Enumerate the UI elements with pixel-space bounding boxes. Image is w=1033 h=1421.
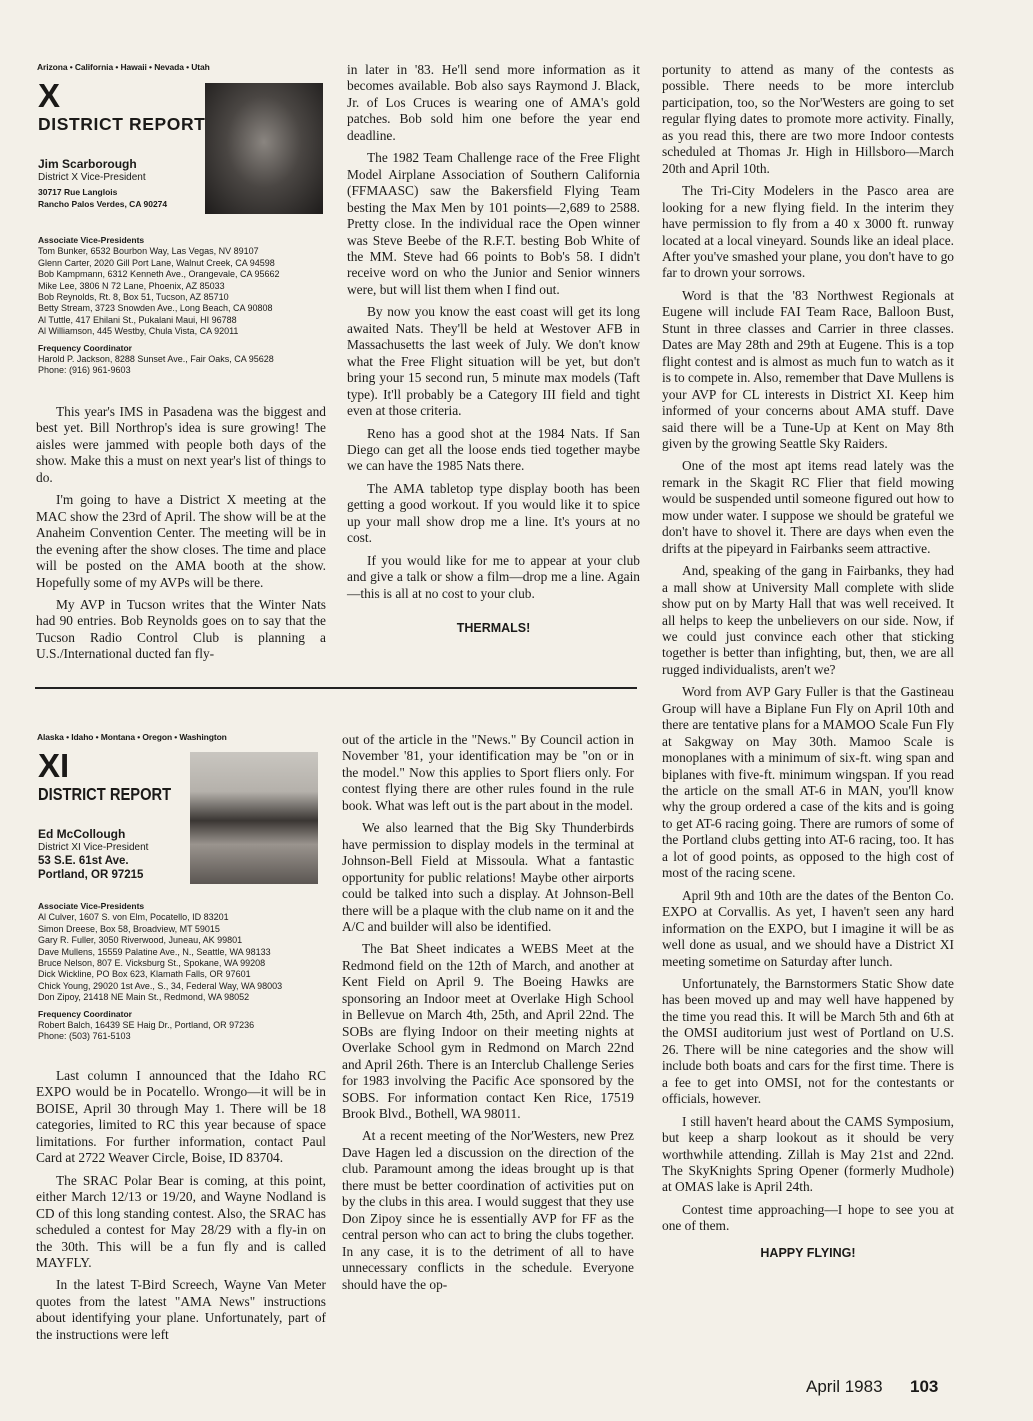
associate-entry: Tom Bunker, 6532 Bourbon Way, Las Vegas, NV 89107	[38, 246, 259, 257]
associate-entry: Dave Mullens, 15559 Palatine Ave., N., Seattle, WA 98133	[38, 946, 271, 957]
paragraph: By now you know the east coast will get its long awaited Nats. They'll be held at Westover AFB in Massachusetts the last week of July. We don't know what the Free Flight situation will be yet, but don't bring your 15 second run, 5 minute max models (Taft type). It'll probably be a Category III field and tight even at those criteria.	[347, 304, 640, 419]
associate-entry: Betty Stream, 3723 Snowden Ave., Long Beach, CA 90808	[38, 303, 273, 314]
district-x-column-1	[36, 404, 326, 669]
vp-address-line: 53 S.E. 61st Ave.	[38, 855, 129, 867]
vp-address-line: Rancho Palos Verdes, CA 90274	[38, 199, 168, 209]
associate-entry: Gary R. Fuller, 3050 Riverwood, Juneau, AK 99801	[38, 935, 243, 946]
district-xi-column-2	[342, 732, 634, 1299]
frequency-phone: Phone: (916) 961-9603	[38, 365, 131, 376]
associate-entry: Al Culver, 1607 S. von Elm, Pocatello, ID 83201	[38, 912, 229, 923]
paragraph: out of the article in the "News." By Council action in November '81, your identification may be "on or in the model." Now this applies to Sport fliers only. For contest flying there are other rules found in the rule book. What was left out is the part about in the model.	[342, 732, 634, 813]
paragraph: The SRAC Polar Bear is coming, at this point, either March 12/13 or 19/20, and Wayne Nodland is CD of this long standing contest. Also, the SRAC has scheduled a contest for May 28/29 with a fly-in on the 30th. This will be a fun fly and is called MAYFLY.	[36, 1172, 326, 1270]
page-number: 103	[910, 1377, 939, 1396]
district-x-heading: DISTRICT REPORT	[38, 114, 206, 134]
paragraph: If you would like for me to appear at your club and give a talk or show a film—drop me a line. Again—this is all at no cost to your club.	[347, 552, 640, 601]
signoff: HAPPY FLYING!	[760, 1245, 856, 1260]
paragraph: I still haven't heard about the CAMS Symposium, but keep a sharp lookout as it should be very worthwhile attending. Zillah is May 21st and 22nd. The SkyKnights Spring Opener (formerly Mudhole) at OMAS lake is April 24th.	[662, 1113, 954, 1195]
associate-entry: Al Williamson, 445 Westby, Chula Vista, CA 92011	[38, 326, 239, 337]
paragraph: in later in '83. He'll send more information as it becomes available. Bob also says Raymond J. Black, Jr. of Los Cruces is wearing one of AMA's gold patches. Bob sold him one before the year end deadline.	[347, 62, 640, 143]
frequency-phone: Phone: (503) 761-5103	[38, 1031, 131, 1042]
district-x-states: Arizona • California • Hawaii • Nevada • Utah	[37, 62, 210, 72]
vp-address-line: Portland, OR 97215	[38, 869, 144, 881]
frequency-heading: Frequency Coordinator	[38, 1008, 132, 1019]
district-xi-vp-photo	[190, 752, 318, 884]
paragraph: Word from AVP Gary Fuller is that the Gastineau Group will have a Biplane Fun Fly on April 10th and there are tentative plans for a MAMOO Scale Fun Fly at Sakgway on May 30th. Mamoo Scale is monoplanes with a minimum of six-ft. wing span and biplanes with five-ft. minimum wingspan. If you read the article on the small AT-6 in MAN, you'll know why the group ordered a case of the kits and is going to get AT-6 racing going. There are rumors of some of the Portland clubs getting into AT-6 racing, too. It has a lot of good points, as opposed to the high cost of most of the racing scene.	[662, 684, 954, 881]
paragraph: In the latest T-Bird Screech, Wayne Van Meter quotes from the latest "AMA News" instructions about identifying your plane. Unfortunately, part of the instructions were left	[36, 1277, 326, 1342]
associate-entry: Chick Young, 29020 1st Ave., S., 34, Federal Way, WA 98003	[38, 980, 283, 991]
section-divider	[35, 687, 637, 689]
paragraph: I'm going to have a District X meeting at the MAC show the 23rd of April. The show will be at the Anaheim Convention Center. The meeting will be in the evening after the show closes. The time and place will be posted on the AMA booth at the show. Hopefully some of my AVPs will be there.	[36, 492, 326, 590]
district-xi-states: Alaska • Idaho • Montana • Oregon • Washington	[37, 732, 227, 742]
district-x-associates	[38, 235, 338, 377]
associate-entry: Mike Lee, 3806 N 72 Lane, Phoenix, AZ 85033	[38, 280, 225, 291]
paragraph: portunity to attend as many of the contests as possible. There needs to be more interclub participation, too, so the Nor'Westers are going to set regular flying dates to promote more activity. Finally, as you read this, there are two more Indoor contests scheduled at Thomas Jr. High in Hillsboro—March 20th and April 10th.	[662, 62, 954, 176]
paragraph: The 1982 Team Challenge race of the Free Flight Model Airplane Association of Southern California (FFMAASC) saw the Bakersfield Flying Team besting the Max Men by 101 points—2,689 to 2588. Pretty close. In the individual race the Open winner was Steve Beebe of the R.F.T. besting Bob White of the MM. Steve had 66 points to Bob's 58. I didn't receive word on who the Junior and Senior winners were, but will list them when I find out.	[347, 150, 640, 297]
district-xi-numeral: XI	[38, 747, 70, 784]
district-xi-associates	[38, 901, 338, 1043]
vp-title: District XI Vice-President	[38, 842, 149, 853]
associate-entry: Bob Reynolds, Rt. 8, Box 51, Tucson, AZ 85710	[38, 292, 229, 303]
paragraph: We also learned that the Big Sky Thunderbirds have permission to display models in the terminal at Johnson-Bell Field at Missoula. What a fantastic opportunity for public relations! Maybe other airports could be talked into such a display. At Johnson-Bell there will be a plaque with the club name on it and the A/C and builder will also be identified.	[342, 820, 634, 934]
district-xi-column-3	[662, 62, 954, 1267]
issue-date: April 1983	[806, 1377, 883, 1396]
district-x-numeral: X	[38, 77, 61, 114]
frequency-entry: Robert Balch, 16439 SE Haig Dr., Portland, OR 97236	[38, 1020, 255, 1031]
paragraph: And, speaking of the gang in Fairbanks, they had a mall show at University Mall complete with slide show put on by Marty Hall that was well received. It all helps to keep the unbelievers on our side. Now, if we could just convince each other that sticking together is better than infighting, but, then, we are all rugged individualists, aren't we?	[662, 563, 954, 677]
frequency-heading: Frequency Coordinator	[38, 342, 132, 353]
paragraph: My AVP in Tucson writes that the Winter Nats had 90 entries. Bob Reynolds goes on to say that the Tucson Radio Control Club is planning a U.S./International ducted fan fly-	[36, 596, 326, 662]
paragraph: The Tri-City Modelers in the Pasco area are looking for a new flying field. In the interim they have permission to fly from a 40 x 3000 ft. runway located at a local vineyard. Sounds like an ideal place. After you've smashed your plane, you don't have to go far to drown your sorrows.	[662, 183, 954, 281]
associate-entry: Bruce Nelson, 807 E. Vicksburg St., Spokane, WA 99208	[38, 958, 266, 969]
district-xi-vp	[38, 827, 148, 882]
associate-entry: Simon Dreese, Box 58, Broadview, MT 59015	[38, 923, 220, 934]
paragraph: The AMA tabletop type display booth has been getting a good workout. If you would like it to spice up your mall show drop me a line. It's yours at no cost.	[347, 480, 640, 546]
district-x-vp	[38, 157, 167, 210]
frequency-entry: Harold P. Jackson, 8288 Sunset Ave., Fair Oaks, CA 95628	[38, 354, 274, 365]
paragraph: April 9th and 10th are the dates of the Benton Co. EXPO at Corvallis. As yet, I haven't seen any hard information on the EXPO, but I imagine it will be as well done as usual, and we should have a District XI meeting sometime on Saturday after lunch.	[662, 887, 954, 969]
associate-entry: Dick Wickline, PO Box 623, Klamath Falls, OR 97601	[38, 969, 251, 980]
signoff: THERMALS!	[456, 621, 531, 636]
associate-entry: Don Zipoy, 21418 NE Main St., Redmond, WA 98052	[38, 992, 250, 1003]
paragraph: Reno has a good shot at the 1984 Nats. If San Diego can get all the loose ends tied together maybe we can have the 1985 Nats there.	[347, 425, 640, 474]
associates-heading: Associate Vice-Presidents	[38, 235, 145, 245]
vp-name: Jim Scarborough	[38, 157, 137, 171]
paragraph: The Bat Sheet indicates a WEBS Meet at the Redmond field on the 12th of March, and another at Kent Field on April 9. The Boeing Hawks are sponsoring an Indoor meet at Overlake High School in Bellevue on March 4th, 25th, and April 22nd. The SOBs are flying Indoor on their meeting nights at Overlake School gym in Redmond on March 22nd and April 26th. There is an Interclub Challenge Series for 1983 involving the Pacific Ace sponsored by the SOBS. For information contact Ken Rice, 17519 Brook Blvd., Bothell, WA 98011.	[342, 941, 634, 1121]
associate-entry: Bob Kampmann, 6312 Kenneth Ave., Orangevale, CA 95662	[38, 269, 280, 280]
vp-address-line: 30717 Rue Langlois	[38, 187, 118, 197]
associate-entry: Glenn Carter, 2020 Gill Port Lane, Walnut Creek, CA 94598	[38, 257, 275, 268]
district-x-vp-photo	[205, 83, 323, 214]
paragraph: This year's IMS in Pasadena was the biggest and best yet. Bill Northrop's idea is sure growing! The aisles were jammed with people both days of the show. Make this a must on next year's list of things to do.	[36, 404, 326, 485]
vp-name: Ed McCollough	[38, 827, 126, 841]
paragraph: One of the most apt items read lately was the remark in the Skagit RC Flier that field mowing would be suspended until someone figured out how to mow under water. I suppose we should be grateful we don't have to shovel it. There are days when even the drifts at the pipeyard in Fairbanks seem attractive.	[662, 458, 954, 556]
vp-title: District X Vice-President	[38, 172, 146, 183]
district-xi-column-1	[36, 1068, 326, 1349]
associate-entry: Al Tuttle, 417 Ehilani St., Pukalani Maui, HI 96788	[38, 314, 237, 325]
district-xi-heading: DISTRICT REPORT	[38, 784, 172, 804]
paragraph: Word is that the '83 Northwest Regionals at Eugene will include FAI Team Race, Balloon Bust, Stunt in three classes and Carrier in three classes. Dates are May 28th and 29th at Eugene. This is a top flight contest and is almost as much fun to watch as it is to compete in. Also, remember that Dave Mullens is your AVP for CL interests in District XI. Keep him informed of your concerns about AMA stuff. Dave said there will be a Tune-Up at Kent on May 8th given by the growing Seattle Sky Raiders.	[662, 287, 954, 451]
paragraph: At a recent meeting of the Nor'Westers, new Prez Dave Hagen led a discussion on the direction of the club. Paramount among the ideas brought up is that there must be better coordination of activities put on by the clubs in this area. I would suggest that they use Don Zipoy since he is essentially AVP for FF as the central person who can act to bring the clubs together. In any case, it is to the detriment of all to have unnecessary conflicts in the schedule. Everyone should have the op-	[342, 1128, 634, 1292]
paragraph: Last column I announced that the Idaho RC EXPO would be in Pocatello. Wrongo—it will be in BOISE, April 30 through May 1. There will be 18 categories, limited to RC this year because of space limitations. For further information, contact Paul Card at 2722 Weaver Circle, Boise, ID 83704.	[36, 1068, 326, 1166]
district-x-column-2	[347, 62, 640, 643]
paragraph: Contest time approaching—I hope to see you at one of them.	[662, 1201, 954, 1234]
paragraph: Unfortunately, the Barnstormers Static Show date has been moved up and may well have happened by the time you read this. It will be March 5th and 6th at the OMSI auditorium just west of Portland on U.S. 26. There will be nine categories and the show will include both boats and cars for the first time. There is a fee to get into OMSI, not for the contestants or officials, however.	[662, 976, 954, 1107]
associates-heading: Associate Vice-Presidents	[38, 901, 145, 911]
